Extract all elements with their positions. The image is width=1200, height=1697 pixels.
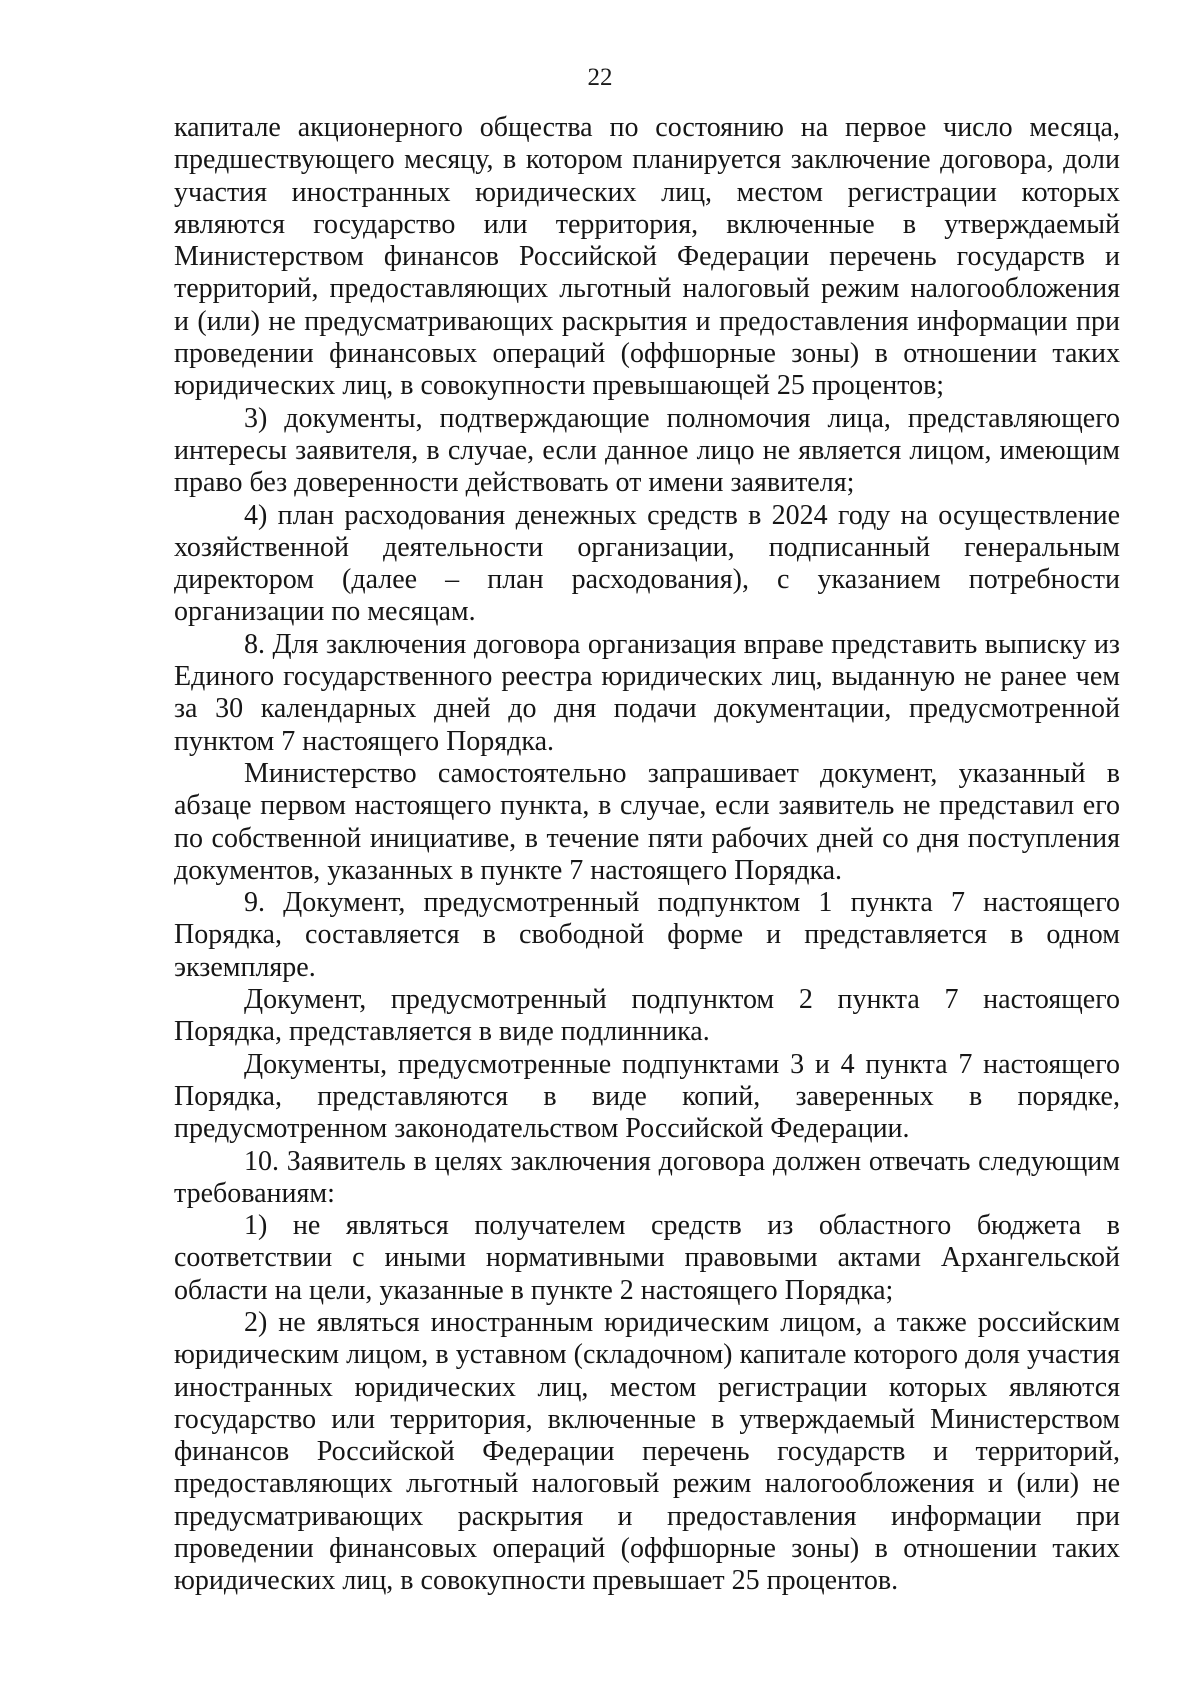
paragraph-item-4: 4) план расходования денежных средств в 2024 году на осуществление хозяйственной деятельности организации, подписанный генеральным директором (далее – план расходования), с указанием потребности организации по месяцам. [174, 499, 1120, 628]
paragraph-item-3: 3) документы, подтверждающие полномочия лица, представляющего интересы заявителя, в случае, если данное лицо не является лицом, имеющим право без доверенности действовать от имени заявителя; [174, 402, 1120, 499]
paragraph-clause-10: 10. Заявитель в целях заключения договора должен отвечать следующим требованиям: [174, 1145, 1120, 1209]
page-number: 22 [587, 64, 613, 91]
paragraph-requirement-1: 1) не являться получателем средств из областного бюджета в соответствии с иными нормативными правовыми актами Архангельской области на цели, указанные в пункте 2 настоящего Порядка; [174, 1210, 1120, 1306]
paragraph-document-original: Документ, предусмотренный подпунктом 2 пункта 7 настоящего Порядка, представляется в виде подлинника. [174, 984, 1120, 1048]
paragraph-document-copies: Документы, предусмотренные подпунктами 3 и 4 пункта 7 настоящего Порядка, представляются в виде копий, заверенных в порядке, предусмотренном законодательством Российской Федерации. [174, 1048, 1120, 1145]
paragraph-ministry-request: Министерство самостоятельно запрашивает документ, указанный в абзаце первом настоящего пункта, в случае, если заявитель не представил его по собственной инициативе, в течение пяти рабочих дней со дня поступления документов, указанных в пункте 7 настоящего Порядка. [174, 757, 1120, 886]
paragraph-clause-8: 8. Для заключения договора организация вправе представить выписку из Единого государственного реестра юридических лиц, выданную не ранее чем за 30 календарных дней до дня подачи документации, предусмотренной пунктом 7 настоящего Порядка. [174, 628, 1120, 757]
paragraph-requirement-2: 2) не являться иностранным юридическим лицом, а также российским юридическим лицом, в уставном (складочном) капитале которого доля участия иностранных юридических лиц, местом регистрации которых являются государство или территория, включенные в утверждаемый Министерством финансов Российской Федерации перечень государств и территорий, предоставляющих льготный налоговый режим налогообложения и (или) не предусматривающих раскрытия и предоставления информации при проведении финансовых операций (оффшорные зоны) в отношении таких юридических лиц, в совокупности превышает 25 процентов. [174, 1306, 1120, 1597]
paragraph-clause-9: 9. Документ, предусмотренный подпунктом 1 пункта 7 настоящего Порядка, составляется в свободной форме и представляется в одном экземпляре. [174, 887, 1120, 983]
document-body [174, 112, 1120, 1598]
paragraph-continuation: капитале акционерного общества по состоянию на первое число месяца, предшествующего месяцу, в котором планируется заключение договора, доли участия иностранных юридических лиц, местом регистрации которых являются государство или территория, включенные в утверждаемый Министерством финансов Российской Федерации перечень государств и территорий, предоставляющих льготный налоговый режим налогообложения и (или) не предусматривающих раскрытия и предоставления информации при проведении финансовых операций (оффшорные зоны) в отношении таких юридических лиц, в совокупности превышающей 25 процентов; [174, 112, 1120, 402]
